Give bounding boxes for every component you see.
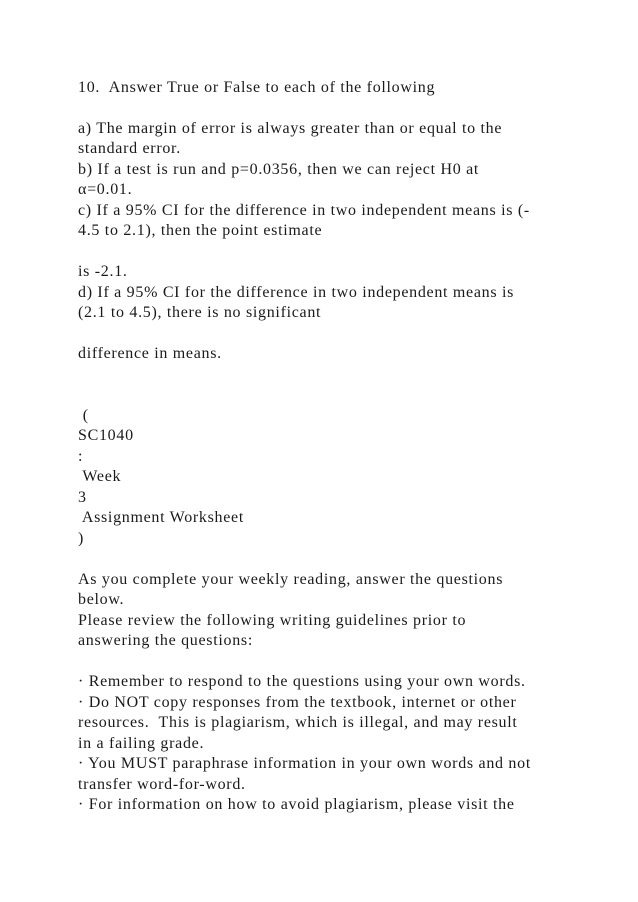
item-a-line-1: a) The margin of error is always greater than or equal to the xyxy=(78,120,503,137)
intro-line-3: Please review the following writing guidelines prior to xyxy=(78,612,467,629)
guideline-3-line-1: · You MUST paraphrase information in your own words and not xyxy=(78,755,531,772)
item-c-line-3: is -2.1. xyxy=(78,263,128,280)
intro-line-1: As you complete your weekly reading, answer the questions xyxy=(78,571,504,588)
header-open-paren: ( xyxy=(78,407,89,424)
item-d-line-3: difference in means. xyxy=(78,345,222,362)
item-b-line-2: α=0.01. xyxy=(78,181,133,198)
guideline-3-line-2: transfer word-for-word. xyxy=(78,776,246,793)
week-number: 3 xyxy=(78,489,87,506)
guideline-4-line-1: · For information on how to avoid plagiarism, please visit the xyxy=(78,796,515,813)
item-a-line-2: standard error. xyxy=(78,140,181,157)
item-b-line-1: b) If a test is run and p=0.0356, then we can reject H0 at xyxy=(78,161,480,178)
item-d-line-1: d) If a 95% CI for the difference in two independent means is xyxy=(78,284,515,301)
week-label: Week xyxy=(78,468,122,485)
intro-line-4: answering the questions: xyxy=(78,632,253,649)
course-code: SC1040 xyxy=(78,427,134,444)
item-c-line-2: 4.5 to 2.1), then the point estimate xyxy=(78,222,323,239)
question-heading: 10. Answer True or False to each of the following xyxy=(78,79,436,96)
worksheet-title: Assignment Worksheet xyxy=(78,509,244,526)
guideline-1-line-1: · Remember to respond to the questions using your own words. xyxy=(78,673,526,690)
header-colon: : xyxy=(78,448,84,465)
item-c-line-1: c) If a 95% CI for the difference in two independent means is (- xyxy=(78,202,530,219)
guideline-2-line-3: in a failing grade. xyxy=(78,735,205,752)
guideline-2-line-2: resources. This is plagiarism, which is illegal, and may result xyxy=(78,714,518,731)
intro-line-2: below. xyxy=(78,591,125,608)
guideline-2-line-1: · Do NOT copy responses from the textbook, internet or other xyxy=(78,694,517,711)
header-close-paren: ) xyxy=(78,530,85,547)
item-d-line-2: (2.1 to 4.5), there is no significant xyxy=(78,304,322,321)
